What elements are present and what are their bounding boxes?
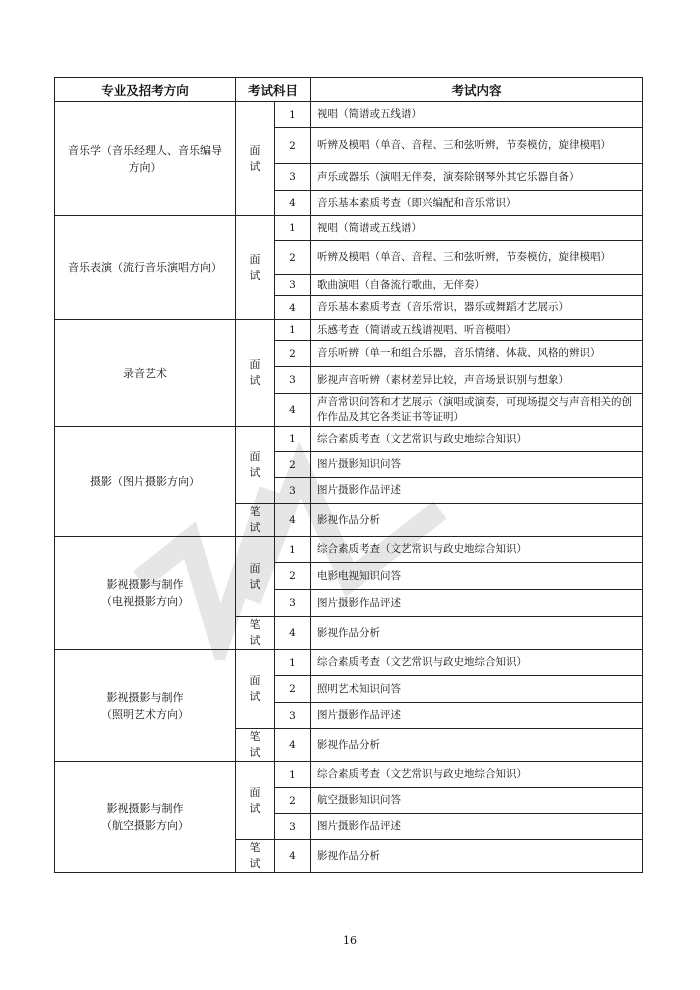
exam-method-label: 试 xyxy=(249,857,261,870)
item-number: 2 xyxy=(275,128,311,164)
major-label: （航空摄影方向） xyxy=(101,819,189,832)
table-row xyxy=(55,537,643,563)
exam-content: 综合素质考查（文艺常识与政史地综合知识） xyxy=(311,537,643,563)
exam-content: 视唱（简谱或五线谱） xyxy=(311,216,643,241)
item-number: 2 xyxy=(275,452,311,478)
item-number: 4 xyxy=(275,504,311,537)
header-subject: 考试科目 xyxy=(236,78,311,102)
item-number: 4 xyxy=(275,729,311,762)
major-label: （照明艺术方向） xyxy=(101,707,189,721)
major-label: （电视摄影方向） xyxy=(101,595,189,608)
major-cell xyxy=(55,650,236,762)
item-number: 3 xyxy=(275,590,311,617)
exam-content: 图片摄影作品评述 xyxy=(311,590,643,617)
exam-content: 图片摄影作品评述 xyxy=(311,814,643,840)
major-label: 影视摄影与制作 xyxy=(106,802,184,815)
exam-method-label: 面 xyxy=(249,674,261,687)
exam-method-label: 试 xyxy=(249,801,261,815)
exam-method-cell xyxy=(236,427,275,504)
item-number: 4 xyxy=(275,191,311,216)
item-number: 1 xyxy=(275,427,311,452)
item-number: 4 xyxy=(275,394,311,427)
item-number: 2 xyxy=(275,241,311,275)
page-number: 16 xyxy=(343,934,357,947)
exam-method-label: 试 xyxy=(249,577,261,591)
exam-method-label: 试 xyxy=(249,521,261,534)
exam-content: 影视作品分析 xyxy=(311,617,643,650)
major-cell xyxy=(55,427,236,537)
item-number: 3 xyxy=(275,275,311,296)
exam-method-label: 笔 xyxy=(249,505,261,518)
exam-content: 音乐基本素质考查（音乐常识，器乐或舞蹈才艺展示） xyxy=(311,296,643,320)
exam-method-label: 试 xyxy=(249,690,261,703)
exam-method-cell xyxy=(236,320,275,427)
item-number: 1 xyxy=(275,216,311,241)
exam-method-label: 笔 xyxy=(249,618,261,631)
major-cell xyxy=(55,216,236,320)
major-label: 音乐表演（流行音乐演唱方向） xyxy=(68,261,222,274)
exam-content: 乐感考查（简谱或五线谱视唱、听音模唱） xyxy=(311,320,643,341)
exam-method-cell xyxy=(236,537,275,617)
major-label: 摄影（图片摄影方向） xyxy=(90,475,200,488)
exam-content: 音乐基本素质考查（即兴编配和音乐常识） xyxy=(311,191,643,216)
exam-method-label: 试 xyxy=(249,374,261,387)
item-number: 1 xyxy=(275,537,311,563)
major-label: 影视摄影与制作 xyxy=(106,690,184,704)
major-label: 方向） xyxy=(128,160,162,174)
exam-method-cell xyxy=(236,650,275,729)
exam-method-label: 面 xyxy=(249,785,261,799)
table-row xyxy=(55,216,643,241)
exam-content: 航空摄影知识问答 xyxy=(311,788,643,814)
exam-content: 综合素质考查（文艺常识与政史地综合知识） xyxy=(311,762,643,788)
major-label: 影视摄影与制作 xyxy=(106,578,184,591)
major-label: 音乐学（音乐经理人、音乐编导 xyxy=(68,143,222,157)
table-row xyxy=(55,102,643,128)
exam-content: 照明艺术知识问答 xyxy=(311,676,643,703)
table-header-row xyxy=(55,78,643,102)
exam-content: 电影电视知识问答 xyxy=(311,563,643,590)
item-number: 2 xyxy=(275,341,311,367)
exam-method-label: 试 xyxy=(249,466,261,479)
exam-method-label: 试 xyxy=(249,268,261,282)
exam-content: 图片摄影作品评述 xyxy=(311,703,643,729)
exam-content: 音乐听辨（单一和组合乐器，音乐情绪、体裁、风格的辨识） xyxy=(311,341,643,367)
header-content: 考试内容 xyxy=(311,78,643,102)
exam-subjects-table xyxy=(54,77,643,873)
major-label: 录音艺术 xyxy=(123,366,167,380)
exam-method-label: 面 xyxy=(249,358,261,371)
major-cell xyxy=(55,537,236,650)
item-number: 2 xyxy=(275,563,311,590)
table-row xyxy=(55,762,643,788)
exam-method-label: 笔 xyxy=(249,841,261,854)
item-number: 1 xyxy=(275,762,311,788)
exam-content: 综合素质考查（文艺常识与政史地综合知识） xyxy=(311,650,643,676)
item-number: 2 xyxy=(275,788,311,814)
exam-content: 影视作品分析 xyxy=(311,504,643,537)
table-body xyxy=(55,102,643,873)
exam-content: 综合素质考查（文艺常识与政史地综合知识） xyxy=(311,427,643,452)
table-row xyxy=(55,320,643,341)
table-row xyxy=(55,650,643,676)
exam-method-label: 试 xyxy=(249,746,261,759)
item-number: 3 xyxy=(275,367,311,394)
exam-method-cell xyxy=(236,102,275,216)
exam-method-label: 面 xyxy=(249,561,261,575)
item-number: 3 xyxy=(275,814,311,840)
exam-content: 图片摄影知识问答 xyxy=(311,452,643,478)
exam-method-cell xyxy=(236,762,275,840)
exam-method-cell xyxy=(236,729,275,762)
item-number: 4 xyxy=(275,617,311,650)
exam-content: 歌曲演唱（自备流行歌曲，无伴奏） xyxy=(311,275,643,296)
exam-content: 图片摄影作品评述 xyxy=(311,478,643,504)
exam-content: 声音常识问答和才艺展示（演唱或演奏，可现场提交与声音相关的创作作品及其它各类证书等证明） xyxy=(311,394,643,427)
major-cell xyxy=(55,762,236,873)
exam-content: 影视声音听辨（素材差异比较，声音场景识别与想象） xyxy=(311,367,643,394)
exam-content: 听辨及模唱（单音、音程、三和弦听辨，节奏模仿，旋律模唱） xyxy=(311,241,643,275)
exam-method-label: 面 xyxy=(249,143,261,157)
item-number: 4 xyxy=(275,296,311,320)
major-cell xyxy=(55,102,236,216)
item-number: 2 xyxy=(275,676,311,703)
exam-method-label: 面 xyxy=(249,450,261,463)
exam-content: 影视作品分析 xyxy=(311,840,643,873)
table-row xyxy=(55,427,643,452)
item-number: 3 xyxy=(275,703,311,729)
item-number: 1 xyxy=(275,650,311,676)
exam-content: 声乐或器乐（演唱无伴奏，演奏除钢琴外其它乐器自备） xyxy=(311,164,643,191)
item-number: 3 xyxy=(275,164,311,191)
exam-content: 视唱（简谱或五线谱） xyxy=(311,102,643,128)
item-number: 1 xyxy=(275,102,311,128)
header-major: 专业及招考方向 xyxy=(55,78,236,102)
exam-method-label: 笔 xyxy=(249,730,261,743)
exam-method-label: 面 xyxy=(249,252,261,266)
item-number: 1 xyxy=(275,320,311,341)
exam-content: 影视作品分析 xyxy=(311,729,643,762)
exam-method-cell xyxy=(236,840,275,873)
item-number: 4 xyxy=(275,840,311,873)
exam-method-label: 试 xyxy=(249,159,261,173)
item-number: 3 xyxy=(275,478,311,504)
exam-method-label: 试 xyxy=(249,634,261,647)
exam-method-cell xyxy=(236,504,275,537)
exam-content: 听辨及模唱（单音、音程、三和弦听辨，节奏模仿，旋律模唱） xyxy=(311,128,643,164)
exam-method-cell xyxy=(236,216,275,320)
major-cell xyxy=(55,320,236,427)
exam-method-cell xyxy=(236,617,275,650)
